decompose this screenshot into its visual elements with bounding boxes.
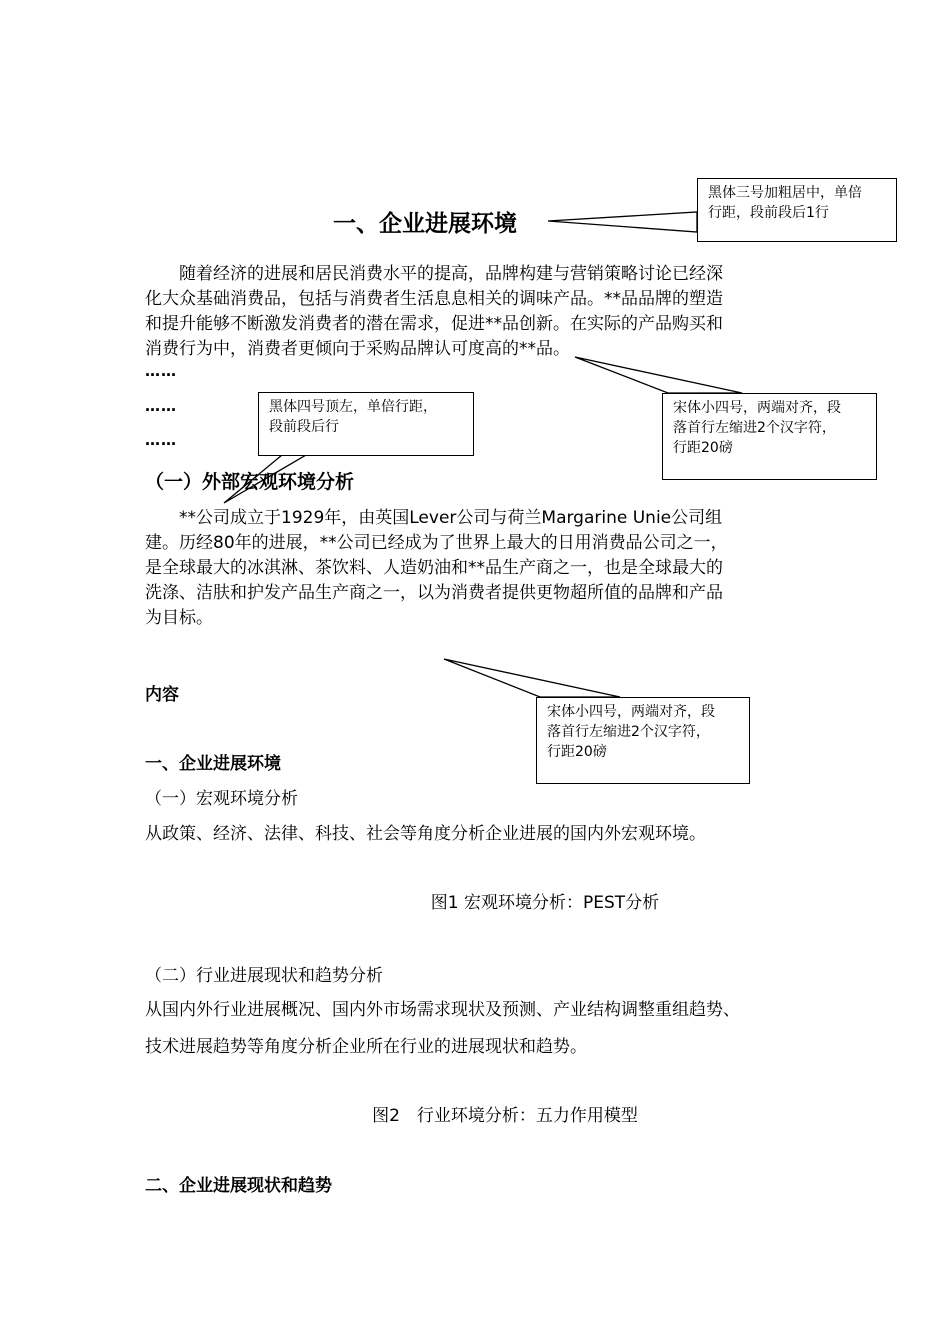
callout-line: 行距20磅 (547, 744, 607, 760)
callout-line: 宋体小四号，两端对齐，段 (547, 704, 715, 720)
ellipsis-1: …… (145, 362, 177, 380)
ellipsis-2: …… (145, 397, 177, 415)
paragraph-line: 和提升能够不断激发消费者的潜在需求，促进**品创新。在实际的产品购买和 (145, 314, 723, 334)
contents-text-2-line-1: 从国内外行业进展概况、国内外市场需求现状及预测、产业结构调整重组趋势、 (145, 1000, 740, 1020)
callout-line: 黑体三号加粗居中，单倍 (708, 185, 862, 201)
callout-line: 段前段后行 (269, 419, 339, 435)
callout-line: 宋体小四号，两端对齐，段 (673, 400, 841, 416)
contents-label: 内容 (145, 685, 179, 705)
callout-line: 黑体四号顶左，单倍行距， (269, 399, 437, 415)
contents-subheading-2: （二）行业进展现状和趋势分析 (145, 966, 383, 986)
callout-line: 落首行左缩进2个汉字符， (547, 724, 710, 740)
callout-line: 行距20磅 (673, 440, 733, 456)
contents-text-1: 从政策、经济、法律、科技、社会等角度分析企业进展的国内外宏观环境。 (145, 824, 706, 844)
body-callout-2-pointer (444, 659, 620, 697)
paragraph-line: 洗涤、洁肤和护发产品生产商之一，以为消费者提供更物超所值的品牌和产品 (145, 583, 723, 603)
body-format-callout-2 (536, 697, 750, 784)
company-paragraph (145, 506, 805, 631)
callout-line: 落首行左缩进2个汉字符， (673, 420, 836, 436)
body-callout-1-pointer (575, 357, 742, 393)
paragraph-line: 为目标。 (145, 608, 213, 628)
intro-paragraph (145, 262, 805, 362)
body-format-callout-1 (662, 393, 877, 480)
heading-format-callout (258, 392, 474, 456)
paragraph-line: **公司成立于1929年，由英国Lever公司与荷兰Margarine Unie公司组 (145, 508, 723, 528)
contents-heading-1: 一、企业进展环境 (145, 754, 281, 774)
paragraph-line: 化大众基础消费品，包括与消费者生活息息相关的调味产品。**品品牌的塑造 (145, 289, 723, 309)
contents-subheading-1: （一）宏观环境分析 (145, 789, 298, 809)
contents-text-2-line-2: 技术进展趋势等角度分析企业所在行业的进展现状和趋势。 (145, 1037, 587, 1057)
paragraph-line: 消费行为中，消费者更倾向于采购品牌认可度高的**品。 (145, 339, 570, 359)
contents-heading-2: 二、企业进展现状和趋势 (145, 1176, 332, 1196)
figure-1-caption: 图1 宏观环境分析：PEST分析 (430, 893, 660, 913)
ellipsis-3: …… (145, 431, 177, 449)
paragraph-line: 是全球最大的冰淇淋、茶饮料、人造奶油和**品生产商之一，也是全球最大的 (145, 558, 723, 578)
paragraph-line: 建。历经80年的进展，**公司已经成为了世界上最大的日用消费品公司之一， (145, 533, 728, 553)
page-title: 一、企业进展环境 (333, 211, 517, 237)
paragraph-line: 随着经济的进展和居民消费水平的提高，品牌构建与营销策略讨论已经深 (145, 264, 723, 284)
figure-2-caption: 图2 行业环境分析：五力作用模型 (372, 1106, 638, 1126)
section-heading: （一）外部宏观环境分析 (145, 471, 355, 493)
title-format-callout (697, 178, 897, 242)
callout-line: 行距，段前段后1行 (708, 205, 829, 221)
